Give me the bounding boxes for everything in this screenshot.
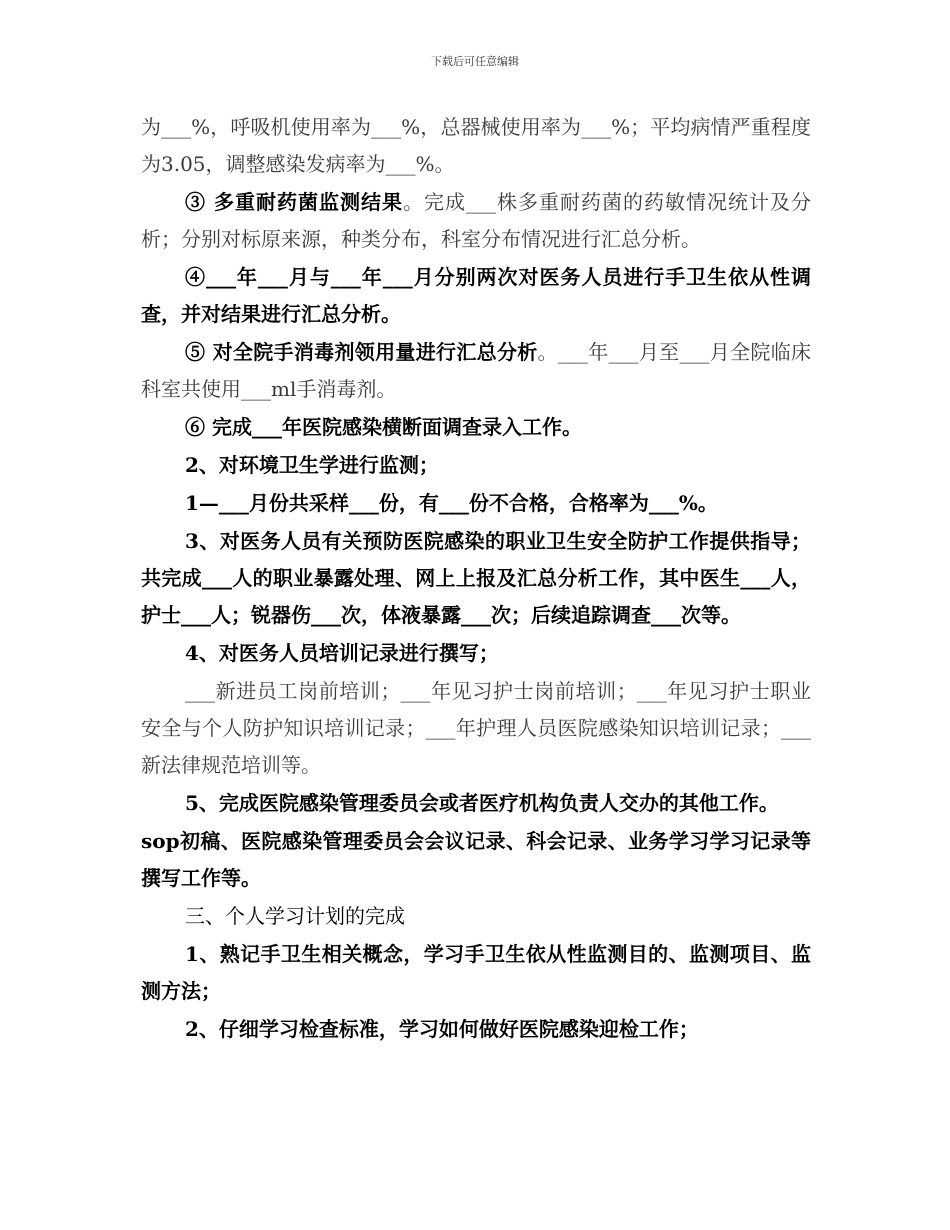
paragraph-2-heading: ③ 多重耐药菌监测结果 — [185, 190, 403, 214]
paragraph-8: 3、对医务人员有关预防医院感染的职业卫生安全防护工作提供指导；共完成___人的职业暴露处理、网上上报及汇总分析工作，其中医生___人，护士___人；锐器伤___次，体液暴露___次；后续追踪调查___次等。 — [141, 529, 811, 627]
paragraph-1: 为___%，呼吸机使用率为___%，总器械使用率为___%；平均病情严重程度为3.05，调整感染发病率为___%。 — [141, 115, 811, 176]
paragraph-6: 2、对环境卫生学进行监测； — [185, 453, 439, 477]
paragraph-14: 1、熟记手卫生相关概念，学习手卫生依从性监测目的、监测项目、监测方法； — [141, 942, 811, 1003]
paragraph-7: 1—___月份共采样___份，有___份不合格，合格率为___%。 — [185, 491, 718, 515]
paragraph-4 — [141, 334, 811, 408]
page-header: 下载后可任意编辑 — [431, 55, 519, 68]
document-body — [141, 109, 811, 1049]
paragraph-5: ⑥ 完成___年医院感染横断面调查录入工作。 — [185, 415, 582, 439]
paragraph-15: 2、仔细学习检查标准，学习如何做好医院感染迎检工作； — [185, 1017, 699, 1041]
paragraph-11: 5、完成医院感染管理委员会或者医疗机构负责人交办的其他工作。 — [185, 791, 779, 815]
paragraph-13: 三、个人学习计划的完成 — [185, 904, 405, 928]
paragraph-12: sop初稿、医院感染管理委员会会议记录、科会记录、业务学习学习记录等撰写工作等。 — [141, 829, 811, 890]
paragraph-2 — [141, 184, 811, 258]
paragraph-3: ④___年___月与___年___月分别两次对医务人员进行手卫生依从性调查，并对结果进行汇总分析。 — [141, 265, 811, 326]
paragraph-2-text: 。完成___株多重耐药菌的药敏情况统计及分析；分别对标原来源，种类分布，科室分布情况进行汇总分析。 — [141, 190, 812, 251]
paragraph-4-text: 。___年___月至___月全院临床科室共使用___ml手消毒剂。 — [141, 340, 812, 401]
paragraph-4-heading: ⑤ 对全院手消毒剂领用量进行汇总分析 — [185, 340, 538, 364]
paragraph-9: 4、对医务人员培训记录进行撰写； — [185, 641, 499, 665]
paragraph-10: ___新进员工岗前培训；___年见习护士岗前培训；___年见习护士职业安全与个人防护知识培训记录；___年护理人员医院感染知识培训记录；___新法律规范培训等。 — [141, 679, 811, 777]
